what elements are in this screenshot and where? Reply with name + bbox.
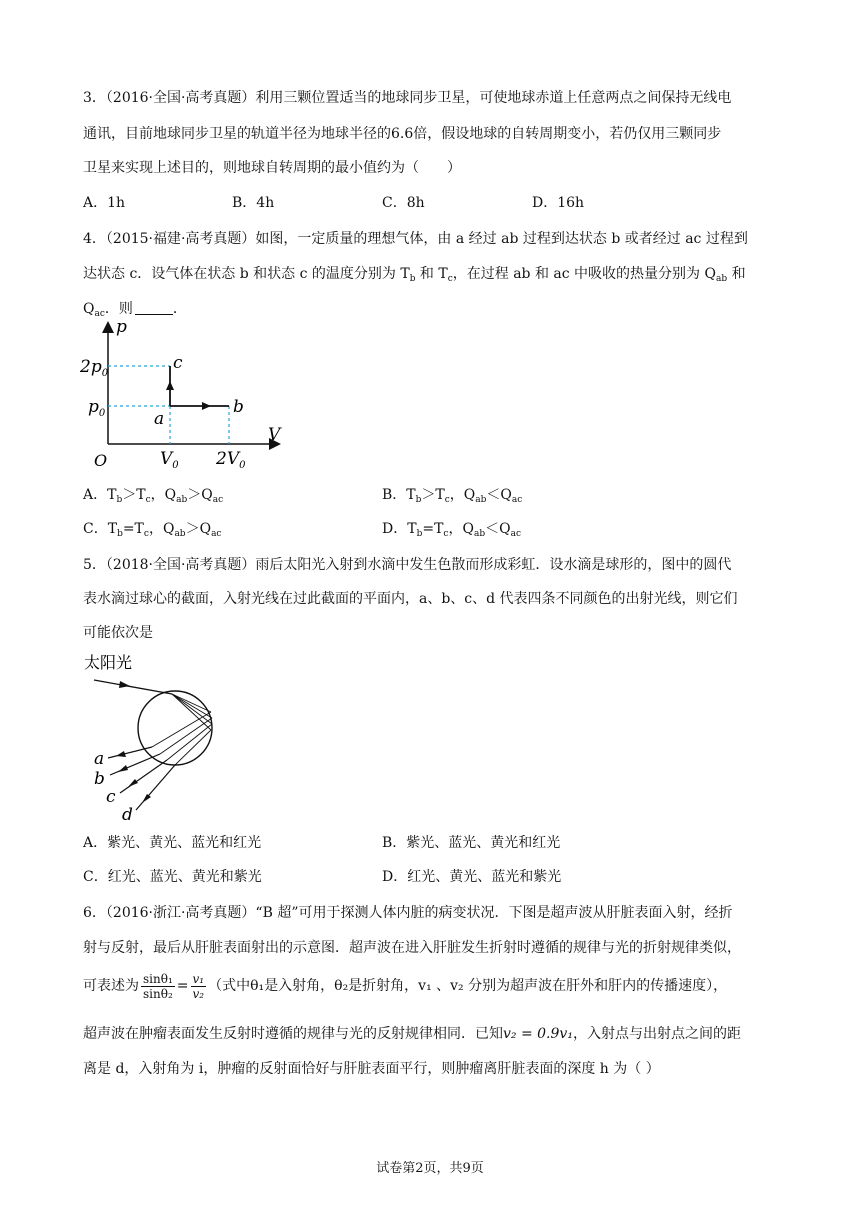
- q6-line-4: 超声波在肿瘤表面发生反射时遵循的规律与光的反射规律相同．已知v₂ = 0.9v₁，入射点与出射点之间的距: [83, 1026, 741, 1042]
- raindrop-figure: [80, 650, 230, 822]
- q6-line-2: 射与反射，最后从肝脏表面射出的示意图．超声波在进入肝脏发生折射时遵循的规律与光的折射规律类似，: [83, 940, 741, 956]
- q4-option-a[interactable]: A．$T_b>T_c$，$Q_{ab}>Q_{ac}$: [83, 487, 224, 505]
- q3-line-1: 3．（2016·全国·高考真题）利用三颗位置适当的地球同步卫星，可使地球赤道上任意两点之间保持无线电: [83, 90, 732, 106]
- q5-option-d[interactable]: D．红光、黄光、蓝光和紫光: [382, 869, 562, 885]
- q5-line-1: 5．（2018·全国·高考真题）雨后太阳光入射到水滴中发生色散而形成彩虹．设水滴是球形的，图中的圆代: [83, 557, 732, 573]
- state-c-label: c: [173, 353, 183, 373]
- q5-option-c[interactable]: C．红光、蓝光、黄光和紫光: [83, 869, 262, 885]
- label-v0: $V_0$: [160, 449, 179, 471]
- q5-line-2: 表水滴过球心的截面，入射光线在过此截面的平面内，a、b、c、d 代表四条不同颜色的出射光线，则它们: [83, 591, 738, 607]
- sunlight-label: 太阳光: [84, 653, 133, 672]
- q6-line-3: 可表述为 $\frac{\text{sinθ₁}}{\text{sinθ₂}}$ = $\frac{\text{v₁}}{\text{v₂}}$ （式中θ₁是入射角，θ₂是折射角，v₁ 、v₂ 分别为超声波在肝外和肝内的传播速度），: [83, 971, 728, 1001]
- q5-option-a[interactable]: A．紫光、黄光、蓝光和红光: [83, 835, 262, 851]
- q3-option-a[interactable]: A．1h: [83, 195, 126, 211]
- q4-line-3: $Q_{ac}$．则 ．: [83, 301, 187, 319]
- axis-v-label: V: [268, 425, 281, 445]
- q4-line-1: 4．（2015·福建·高考真题）如图，一定质量的理想气体，由 a 经过 ab 过程到达状态 b 或者经过 ac 过程到: [83, 231, 748, 247]
- fraction-sin: $\frac{\text{sinθ₁}}{\text{sinθ₂}}$: [143, 971, 173, 1001]
- label-2v0: $2V_0$: [216, 449, 246, 471]
- q6-line-5: 离是 d，入射角为 i，肿瘤的反射面恰好与肝脏表面平行，则肿瘤离肝脏表面的深度 h 为（ ）: [83, 1061, 660, 1077]
- page-footer: 试卷第2页，共9页: [376, 1161, 484, 1176]
- state-a-label: a: [154, 409, 165, 429]
- q3-line-2: 通讯，目前地球同步卫星的轨道半径为地球半径的6.6倍，假设地球的自转周期变小，若仍仅用三颗同步: [83, 126, 722, 142]
- q5-option-b[interactable]: B．紫光、蓝光、黄光和红光: [382, 835, 561, 851]
- origin-label: O: [94, 451, 108, 470]
- q3-option-d[interactable]: D．16h: [532, 195, 585, 211]
- label-2p0: $2p_0$: [80, 357, 109, 379]
- velocity-equation: v₂ = 0.9v₁: [503, 1026, 573, 1042]
- fraction-v: $\frac{\text{v₁}}{\text{v₂}}$: [192, 971, 205, 1001]
- pv-diagram: [80, 318, 290, 478]
- ray-a-label: a: [94, 749, 105, 769]
- q5-line-3: 可能依次是: [83, 625, 153, 641]
- ray-b-label: b: [94, 769, 105, 789]
- ray-c-label: c: [106, 787, 116, 807]
- q4-option-c[interactable]: C．$T_b=T_c$，$Q_{ab}>Q_{ac}$: [83, 521, 222, 539]
- q4-line-2: 达状态 c．设气体在状态 b 和状态 c 的温度分别为 $T_b$ 和 $T_c$，在过程 ab 和 ac 中吸收的热量分别为 $Q_{ab}$ 和: [83, 266, 746, 284]
- axis-p-label: p: [116, 318, 127, 337]
- answer-blank[interactable]: [135, 300, 173, 315]
- q3-line-3: 卫星来实现上述目的，则地球自转周期的最小值约为（ ）: [83, 160, 461, 176]
- q3-option-b[interactable]: B．4h: [232, 195, 275, 211]
- q4-option-b[interactable]: B．$T_b>T_c$，$Q_{ab}<Q_{ac}$: [382, 487, 523, 505]
- q3-option-c[interactable]: C．8h: [382, 195, 425, 211]
- state-b-label: b: [233, 397, 244, 417]
- q4-option-d[interactable]: D．$T_b=T_c$，$Q_{ab}<Q_{ac}$: [382, 521, 521, 539]
- label-p0: $p_0$: [88, 397, 106, 419]
- q6-line-1: 6．（2016·浙江·高考真题）“B 超”可用于探测人体内脏的病变状况．下图是超声波从肝脏表面入射，经折: [83, 905, 733, 921]
- ray-d-label: d: [122, 805, 133, 822]
